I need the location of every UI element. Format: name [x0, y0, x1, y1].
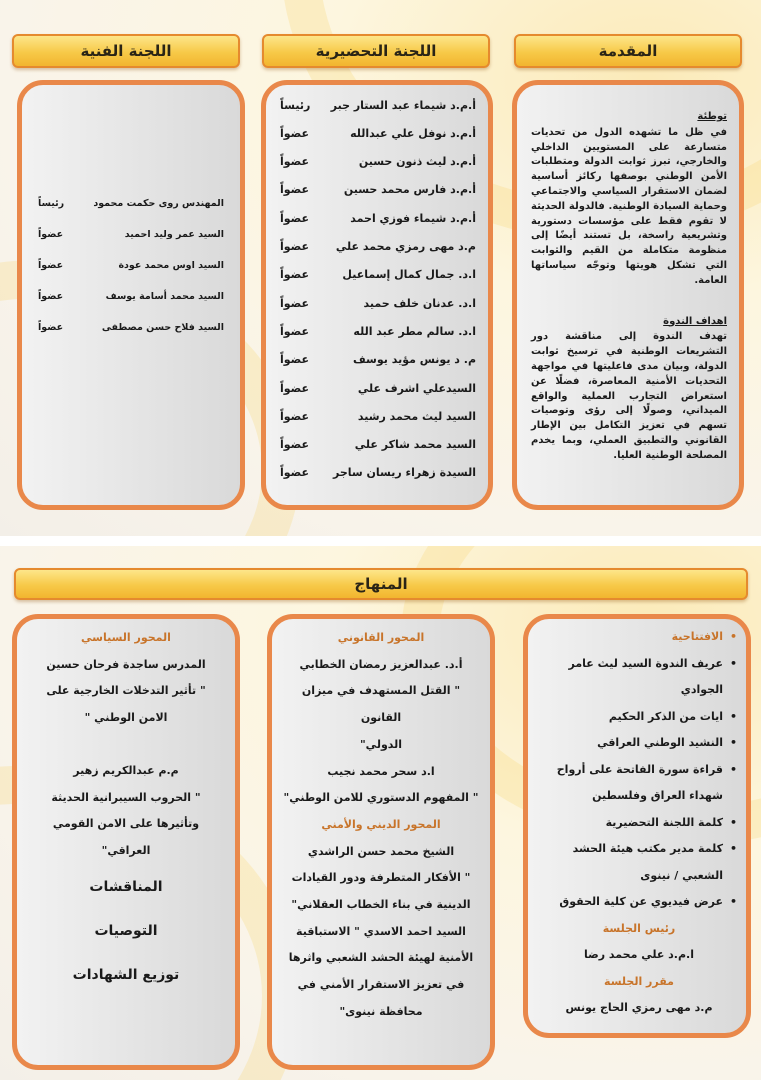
paper-title-line: " الحروب السيبرانية الحديثة [51, 790, 201, 804]
committee-row [280, 376, 476, 400]
discussions-label: المناقشات [89, 878, 163, 895]
member-name: أ.م.د شيماء عبد الستار جبر [330, 98, 476, 112]
member-role: عضواً [280, 466, 310, 480]
committee-row [280, 235, 476, 259]
tech-committee-header: اللجنة الفنية [12, 34, 240, 68]
opening-title: • الافتتاحية [541, 624, 737, 651]
paper-title-line: " تأثير التدخلات الخارجية على [46, 684, 206, 698]
committee-row [280, 178, 476, 202]
member-name: السيد عمر وليد احميد [124, 228, 224, 240]
political-axis-content [27, 625, 225, 997]
legal-axis-title: المحور القانوني [337, 631, 425, 644]
committee-row [280, 291, 476, 315]
session-chair-name: ا.م.د علي محمد رضا [583, 948, 695, 961]
committee-row [280, 404, 476, 428]
recommendations-label: التوصيات [94, 922, 158, 939]
member-name: أ.م.د ليث ذنون حسين [358, 155, 476, 169]
paper-title-line: في تعزيز الاستقرار الأمني في [297, 978, 465, 992]
speaker-name: أ.د. عبدالعزيز رمضان الخطابي [299, 657, 463, 671]
member-name: أ.م.د فارس محمد حسين [343, 183, 476, 197]
member-name: ا.د. عدنان خلف حميد [363, 296, 476, 310]
paper-title-line: وتأثيرها على الامن القومي [52, 817, 200, 831]
opening-content [541, 624, 737, 1022]
committee-row [280, 121, 476, 145]
paper-title-line: الدولي" [359, 737, 403, 751]
member-role: عضواً [38, 228, 64, 240]
member-role: عضواً [280, 296, 310, 310]
member-role: عضواً [280, 155, 310, 169]
speaker-name: ا.د سحر محمد نجيب [327, 764, 435, 778]
session-rapporteur-name: م.د مهى رمزي الحاج يونس [565, 1001, 713, 1014]
prep-committee-header: اللجنة التحضيرية [262, 34, 490, 68]
member-role: عضواً [280, 324, 310, 338]
member-name: أ.م.د شيماء فوزي احمد [350, 211, 476, 225]
member-name: أ.م.د نوفل علي عبدالله [350, 126, 476, 140]
member-name: السيد ليث محمد رشيد [357, 409, 476, 423]
speaker-name: المدرس ساجدة فرحان حسين [46, 657, 206, 671]
speaker-name: السيد احمد الاسدي " الاستباقية [296, 924, 466, 938]
religious-axis-title: المحور الديني والأمني [321, 817, 441, 831]
paper-title-line: محافظة نينوى" [339, 1004, 423, 1018]
member-role: عضواً [280, 438, 310, 452]
program-section [0, 546, 761, 1080]
committee-row [38, 316, 224, 338]
committee-row [280, 93, 476, 117]
committee-row [280, 348, 476, 372]
prelude-title: توطئة [697, 111, 727, 122]
committee-row [38, 254, 224, 276]
member-role: عضواً [38, 290, 64, 302]
program-header: المنهاج [14, 568, 748, 600]
member-name: السيد محمد شاكر علي [354, 438, 476, 452]
member-name: السيدة زهراء ريسان ساجر [332, 466, 476, 480]
member-role: عضواً [280, 353, 310, 367]
committee-row [280, 461, 476, 485]
paper-title-line: الأمنية لهيئة الحشد الشعبي واثرها [288, 951, 474, 965]
member-role: عضواً [280, 268, 310, 282]
committee-row [280, 433, 476, 457]
member-role: عضواً [280, 240, 310, 253]
member-name: السيد اوس محمد عودة [118, 259, 224, 271]
paper-title-line: " القتل المستهدف في ميزان القانون [301, 684, 461, 725]
prelude-text: في ظل ما تشهده الدول من تحديات متسارعة على المستويين الداخلي والخارجي، تبرز ثوابت الدولة ومتطلبات الأمن الوطني بوصفها ركائز أساسية لضمان الاستقرار السياسي والاجتماعي وحماية السيادة الوطنية. فالدولة الحديثة لا تقوم فقط على مؤسسات دستورية وتشريعية راسخة، بل تستند أيضًا إلى منظومة متكاملة من القيم والثوابت التي تشكل هويتها وتوجّه سياساتها العامة. [531, 126, 727, 286]
committee-row [38, 223, 224, 245]
list-item: • قراءة سورة الفاتحة على أرواح شهداء العراق وفلسطين [541, 757, 737, 810]
legal-axis-content [282, 625, 480, 1026]
member-role: عضواً [280, 126, 310, 140]
speaker-name: م.م عبدالكريم زهير [73, 763, 179, 777]
member-role: عضواً [280, 381, 310, 395]
political-axis-title: المحور السياسي [81, 631, 171, 644]
goals-title: اهداف الندوة [663, 315, 727, 327]
speaker-name: الشيخ محمد حسن الراشدي [307, 844, 455, 858]
member-name: م. د يونس مؤيد يوسف [352, 353, 476, 367]
paper-title-line: " المفهوم الدستوري للامن الوطني" [283, 791, 479, 805]
committees-section [0, 0, 761, 536]
member-name: السيدعلي اشرف علي [357, 381, 476, 395]
session-rapporteur-title: مقرر الجلسة [604, 974, 674, 988]
committee-row [38, 285, 224, 307]
member-name: ا.د. جمال كمال إسماعيل [342, 268, 476, 282]
list-item: • ايات من الذكر الحكيم [541, 704, 737, 731]
committee-row [280, 206, 476, 230]
list-item: • كلمة اللجنة التحضيرية [541, 810, 737, 837]
goals-text: تهدف الندوة إلى مناقشة دور التشريعات الوطنية في ترسيخ ثوابت الدولة، وبيان مدى فاعليتها في مواجهة التحديات الأمنية المعاصرة، فضلًا عن استعراض التجارب العملية والواقع الميداني، وصولًا إلى رؤى وتوصيات تسهم في تعزيز التكامل بين الإطار القانوني والتطبيق العملي، وبما يخدم المصلحة الوطنية العليا. [531, 331, 727, 461]
list-item: • عرض فيديوي عن كلية الحقوق [541, 889, 737, 916]
member-role: عضواً [280, 183, 310, 197]
session-chair-title: رئيس الجلسة [602, 921, 676, 935]
committee-row [38, 192, 224, 214]
intro-header: المقدمة [514, 34, 742, 68]
member-name: ا.د. سالم مطر عبد الله [353, 324, 476, 338]
member-role: عضواً [280, 409, 310, 423]
list-item: • عريف الندوة السيد ليث عامر الجوادي [541, 651, 737, 704]
committee-row [280, 263, 476, 287]
member-name: المهندس روى حكمت محمود [93, 197, 224, 209]
committee-row [280, 150, 476, 174]
member-role: عضواً [38, 259, 64, 271]
certificates-label: توزيع الشهادات [72, 966, 180, 983]
page-divider [0, 536, 761, 546]
intro-content [531, 110, 727, 464]
paper-title-line: الامن الوطني " [84, 711, 168, 725]
member-name: السيد فلاح حسن مصطفى [101, 321, 224, 333]
member-name: م.د مهى رمزي محمد علي [335, 240, 476, 253]
committee-row [280, 319, 476, 343]
member-role: رئيساً [38, 197, 65, 209]
member-role: رئيساً [280, 98, 311, 112]
member-role: عضواً [38, 321, 64, 333]
member-role: عضواً [280, 211, 310, 225]
member-name: السيد محمد أسامة يوسف [105, 290, 224, 302]
list-item: • كلمة مدير مكتب هيئة الحشد الشعبي / نينوى [541, 836, 737, 889]
list-item: • النشيد الوطني العراقي [541, 730, 737, 757]
paper-title-line: " الأفكار المتطرفة ودور القيادات [291, 871, 471, 885]
paper-title-line: العراقي" [101, 843, 151, 857]
paper-title-line: الدينية في بناء الخطاب العقلاني" [291, 898, 471, 912]
